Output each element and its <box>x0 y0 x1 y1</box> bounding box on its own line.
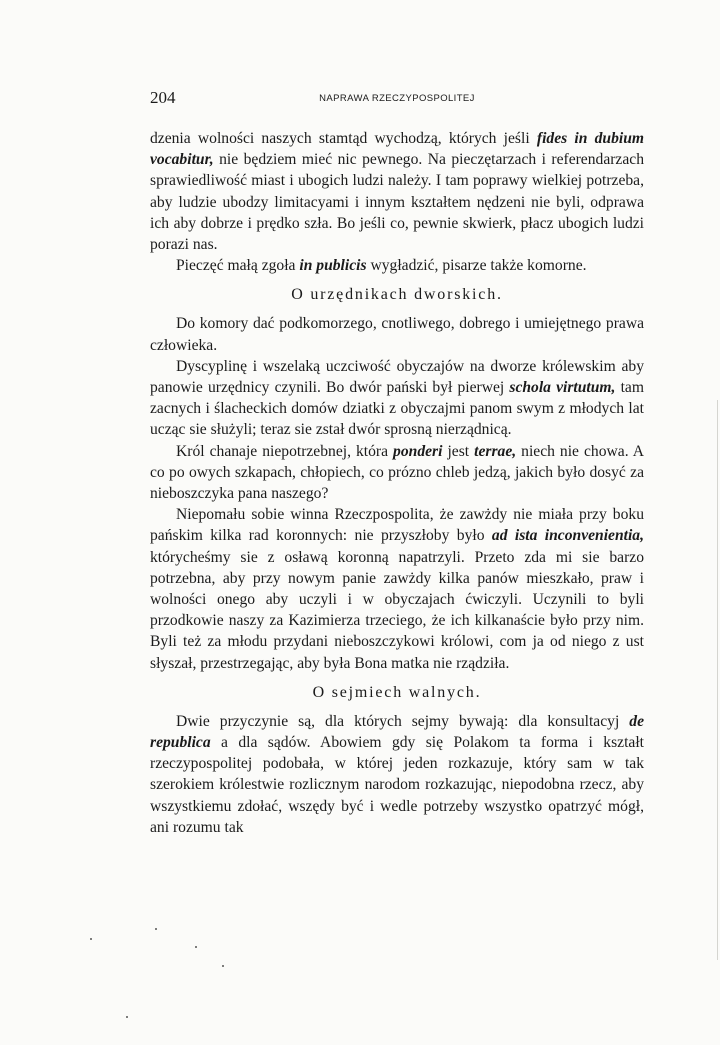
text-run: Król chanaje niepotrzebnej, która <box>176 442 394 460</box>
latin-phrase: ad ista inconvenientia, <box>491 527 644 545</box>
paragraph <box>150 504 644 674</box>
paragraph <box>150 711 644 838</box>
latin-phrase: fides in dubium vocabitur, <box>150 130 644 169</box>
page-header <box>150 88 644 110</box>
text-run: Pieczęć małą zgoła <box>176 257 300 275</box>
ink-speck <box>222 965 224 967</box>
section-heading: O urzędnikach dworskich. <box>291 286 503 304</box>
paragraph <box>150 255 644 276</box>
page-number: 204 <box>150 88 176 107</box>
text-run: Niepomału sobie winna Rzeczpospolita, że zawżdy nie miała przy boku pańskim kilka rad koronnych: nie przyszłoby było <box>150 506 644 545</box>
text-run: jest <box>442 442 475 460</box>
section-heading: O sejmiech walnych. <box>312 683 482 701</box>
text-run: a dla sądów. Abowiem gdy się Polakom ta forma i kształt rzeczypospolitej podobała, w której jeden rozkazuje, który sam w tak szerokiem królestwie rozlicznym narodom rozkazując, niepodobna rzecz, aby wszystkiemu zdołać, wszędy być i wedle potrzeby wszystko opatrzyć mógł, ani rozumu tak <box>150 734 644 836</box>
latin-phrase: schola virtutum, <box>509 379 616 397</box>
ink-speck <box>90 938 92 940</box>
paragraph <box>150 356 644 441</box>
ink-speck <box>126 1016 128 1018</box>
text-run: Dyscyplinę i wszelaką uczciwość obyczajów na dworze królewskim aby panowie urzędnicy czynili. Bo dwór pański był pierwej <box>150 357 644 397</box>
ink-speck <box>155 928 157 930</box>
text-run: Dwie przyczynie są, dla których sejmy bywają: dla konsultacyj <box>176 712 630 730</box>
latin-phrase: de republica <box>150 712 644 752</box>
latin-phrase: terrae, <box>474 442 517 460</box>
body-text <box>150 128 644 838</box>
ink-speck <box>195 946 197 948</box>
paragraph <box>150 313 644 355</box>
text-run: tam zacnych i ślacheckich domów dziatki z obyczajmi panom swym z młodych lat ucząc sie służyli; teraz sie zstał dwór sprosną nierządnicą. <box>150 379 644 439</box>
page-edge-shadow <box>717 400 718 960</box>
text-run: wygładzić, pisarze także komorne. <box>366 257 587 275</box>
latin-phrase: in publicis <box>299 257 367 275</box>
text-run: Do komory dać podkomorzego, cnotliwego, dobrego i umiejętnego prawa człowieka. <box>150 315 644 354</box>
text-run: niech nie chowa. A co po owych szkapach, chłopiech, co prózno chleb jedzą, jakich było dosyć za nieboszczyka pana naszego? <box>150 442 645 503</box>
text-run: dzenia wolności naszych stamtąd wychodzą, których jeśli <box>150 130 537 147</box>
paragraph <box>150 441 644 505</box>
text-run: nie będziem mieć nic pewnego. Na pieczętarzach i referendarzach sprawiedliwość miast i ubogich ludzi należy. I tam poprawy wielkiej potrzeba, aby ludzie ubodzy limitacyami i innym kształtem nędzeni nie byli, odprawa ich aby dobrze i prędko szła. Bo jeśli co, pewnie skwierk, płacz ubogich ludzi porazi nas. <box>150 151 644 254</box>
text-run: którycheśmy sie z osławą koronną napatrzyli. Przeto zda mi sie barzo potrzebna, aby przy nowym panie zawżdy kilka panów mieszkało, praw i wolności onego aby uczyli i w obyczajach ćwiczyli. Uczynili to byli przodkowie naszy za Kazimierza trzeciego, że ich kilkanaście było przy nim. Byli też za młodu przydani nieboszczykowi królowi, com ja od niego z ust słyszał, przestrzegając, aby była Bona matka nie rządziła. <box>150 548 644 672</box>
latin-phrase: ponderi <box>393 442 443 460</box>
paragraph <box>150 128 644 255</box>
running-title: NAPRAWA RZECZYPOSPOLITEJ <box>319 93 475 104</box>
